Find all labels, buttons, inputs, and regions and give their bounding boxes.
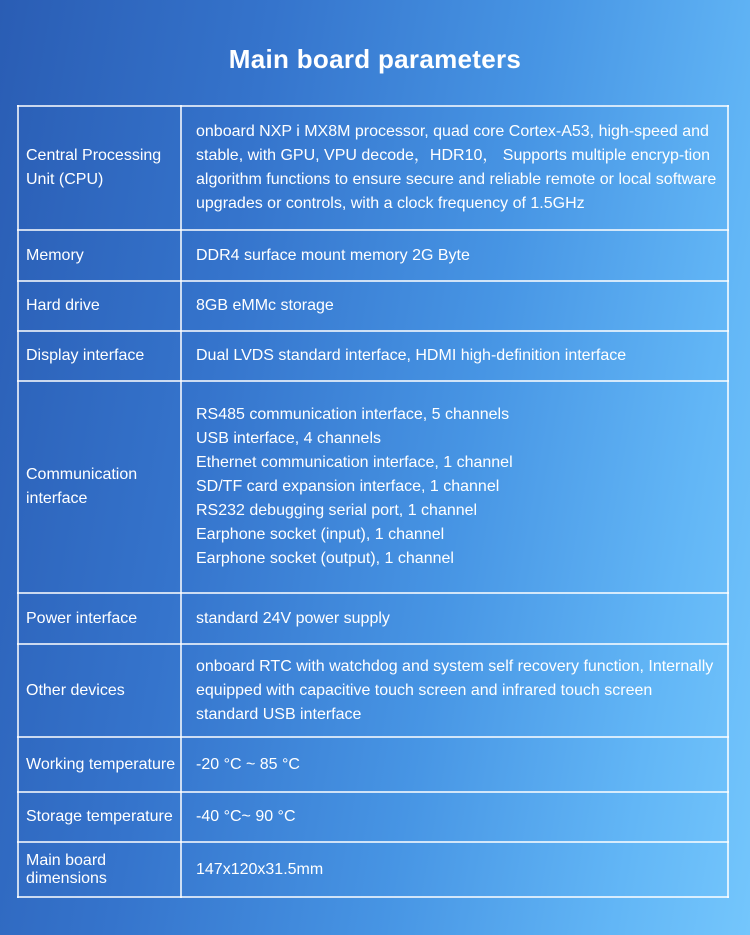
page-title: Main board parameters: [228, 44, 522, 74]
table-row: [18, 381, 728, 593]
table-row: [18, 106, 728, 230]
param-value: -20 °C ~ 85 °C: [181, 737, 728, 792]
param-label: Central Processing Unit (CPU): [18, 106, 181, 230]
table-row: [18, 281, 728, 331]
comm-line: SD/TF card expansion interface, 1 channel: [196, 478, 500, 495]
param-label: Communication interface: [18, 381, 181, 593]
other-devices-description: onboard RTC with watchdog and system self recovery function, Internally equipped with capacitive touch screen and infrared touch screen standard USB interface: [196, 657, 714, 723]
param-value: -40 °C~ 90 °C: [181, 792, 728, 842]
table-row: [18, 593, 728, 644]
param-label: Working temperature: [18, 737, 181, 792]
param-value: standard 24V power supply: [181, 593, 728, 644]
parameters-table: [17, 105, 729, 898]
param-label: Memory: [18, 230, 181, 281]
comm-line: Ethernet communication interface, 1 channel: [196, 454, 513, 471]
param-label: Hard drive: [18, 281, 181, 331]
param-label: Display interface: [18, 331, 181, 381]
cpu-description: onboard NXP i MX8M processor, quad core Cortex-A53, high-speed and stable, with GPU, VPU decode，HDR10， Supports multiple encryp-tion algorithm functions to ensure secure and reliable remote or local software upgrades or controls, with a clock frequency of 1.5GHz: [196, 123, 717, 212]
comm-line: RS232 debugging serial port, 1 channel: [196, 502, 478, 519]
param-value: [181, 644, 728, 737]
table-row: [18, 644, 728, 737]
table-row: [18, 230, 728, 281]
comm-line: Earphone socket (output), 1 channel: [196, 550, 454, 567]
param-label: Other devices: [18, 644, 181, 737]
table-row: [18, 792, 728, 842]
table-row: [18, 842, 728, 897]
param-value: DDR4 surface mount memory 2G Byte: [181, 230, 728, 281]
table-row: [18, 737, 728, 792]
comm-line: USB interface, 4 channels: [196, 430, 381, 447]
comm-line: Earphone socket (input), 1 channel: [196, 526, 445, 543]
param-value: 147x120x31.5mm: [181, 842, 728, 897]
param-label: Power interface: [18, 593, 181, 644]
table-row: [18, 331, 728, 381]
param-value: [181, 106, 728, 230]
param-label: Storage temperature: [18, 792, 181, 842]
comm-line: RS485 communication interface, 5 channels: [196, 406, 510, 423]
param-value: Dual LVDS standard interface, HDMI high-definition interface: [181, 331, 728, 381]
param-value: [181, 381, 728, 593]
param-value: 8GB eMMc storage: [181, 281, 728, 331]
param-label: Main board dimensions: [18, 842, 181, 897]
